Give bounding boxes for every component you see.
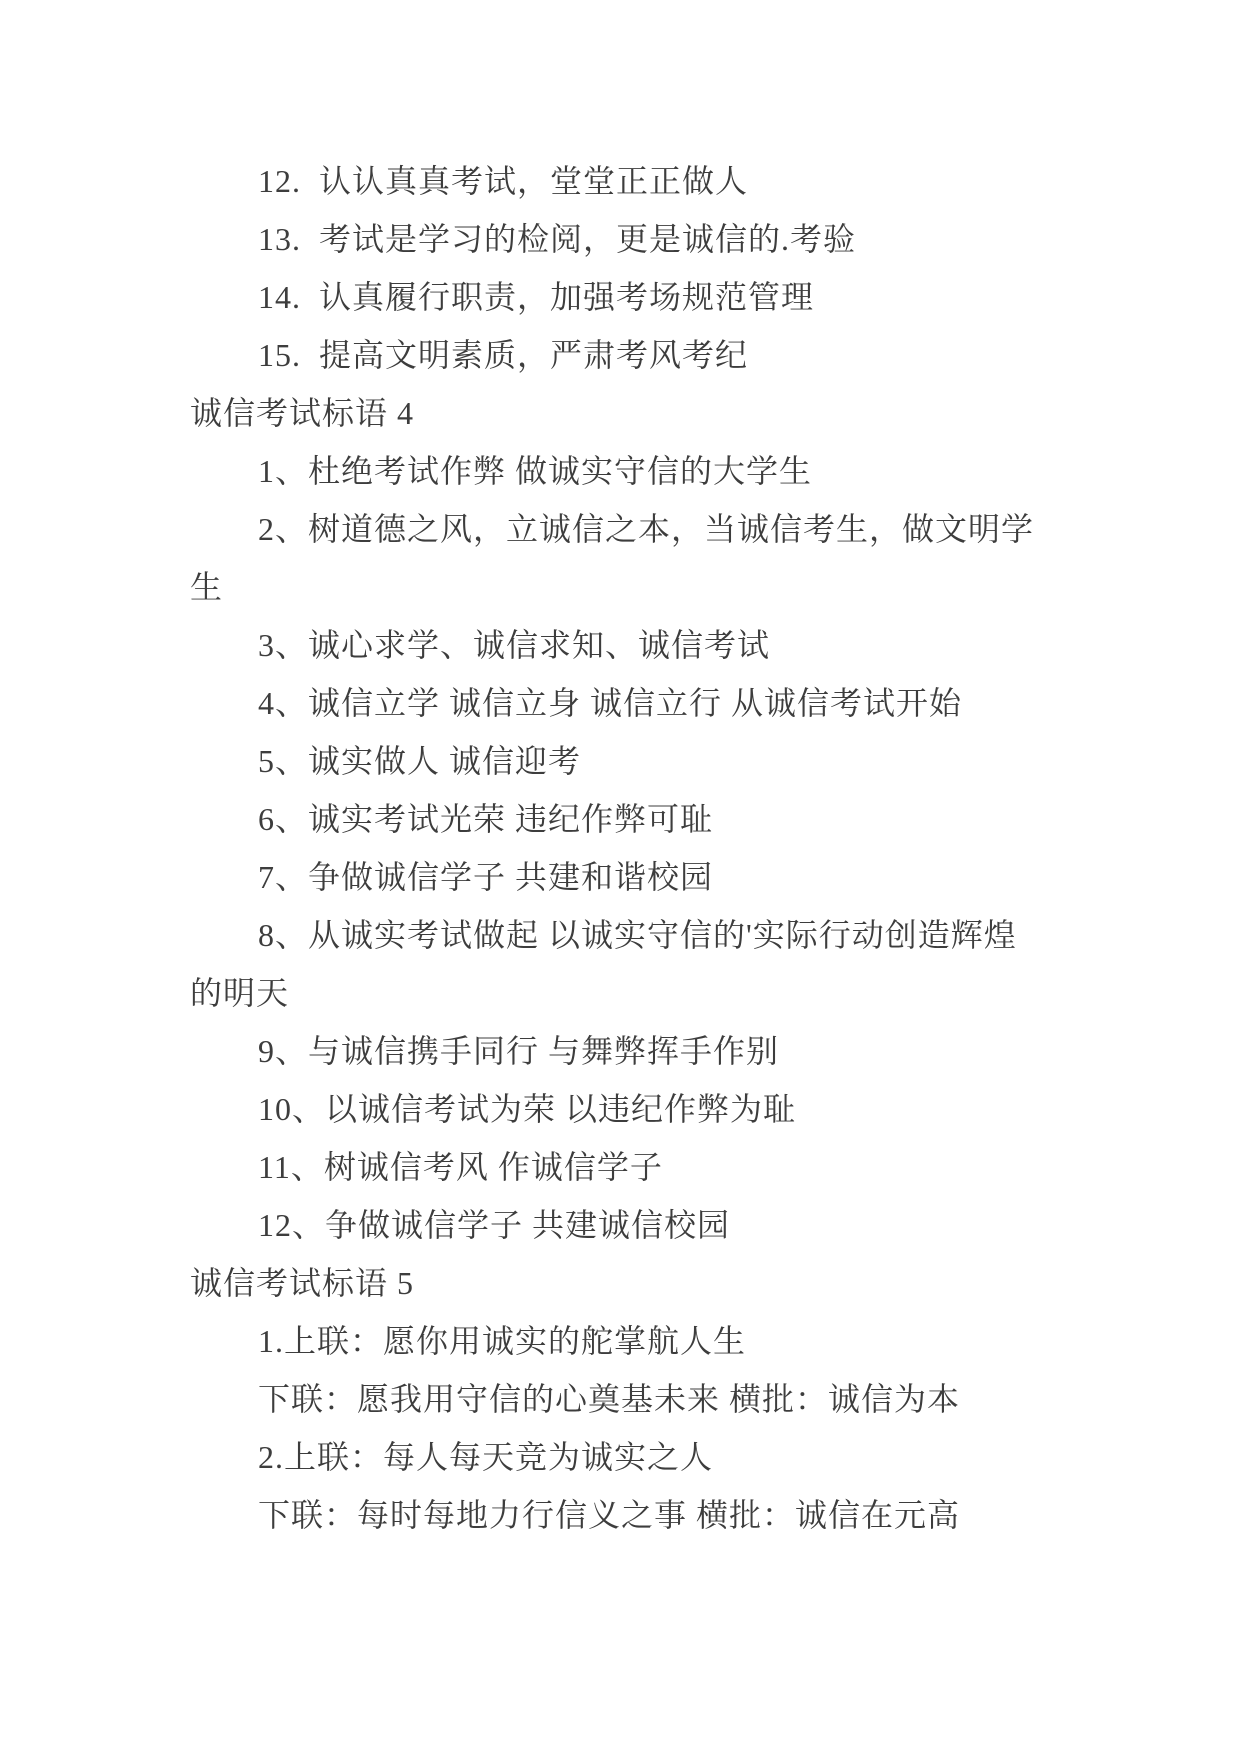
wrapped-line: 的明天	[190, 975, 290, 1011]
list-item: 1、杜绝考试作弊 做诚实守信的大学生	[258, 453, 813, 489]
list-item: 14. 认真履行职责，加强考场规范管理	[258, 279, 815, 315]
wrapped-line: 生	[190, 569, 224, 605]
list-item: 11、树诚信考风 作诚信学子	[258, 1149, 663, 1185]
list-item: 7、争做诚信学子 共建和谐校园	[258, 859, 714, 895]
list-item: 12. 认认真真考试，堂堂正正做人	[258, 163, 749, 199]
list-item: 3、诚心求学、诚信求知、诚信考试	[258, 627, 771, 663]
section-heading: 诚信考试标语 4	[190, 395, 415, 431]
list-item: 8、从诚实考试做起 以诚实守信的'实际行动创造辉煌	[258, 917, 1017, 953]
list-item: 下联：愿我用守信的心奠基未来 横批：诚信为本	[258, 1381, 961, 1417]
list-item: 5、诚实做人 诚信迎考	[258, 743, 582, 779]
list-item: 2.上联：每人每天竞为诚实之人	[258, 1439, 714, 1475]
list-item: 12、争做诚信学子 共建诚信校园	[258, 1207, 731, 1243]
list-item: 2、树道德之风，立诚信之本，当诚信考生，做文明学	[258, 511, 1035, 547]
list-item: 10、以诚信考试为荣 以违纪作弊为耻	[258, 1091, 797, 1127]
document-body	[190, 152, 1091, 1544]
section-heading: 诚信考试标语 5	[190, 1265, 415, 1301]
list-item: 6、诚实考试光荣 违纪作弊可耻	[258, 801, 714, 837]
list-item: 4、诚信立学 诚信立身 诚信立行 从诚信考试开始	[258, 685, 963, 721]
list-item: 15. 提高文明素质，严肃考风考纪	[258, 337, 749, 373]
list-item: 1.上联：愿你用诚实的舵掌航人生	[258, 1323, 747, 1359]
list-item: 9、与诚信携手同行 与舞弊挥手作别	[258, 1033, 780, 1069]
list-item: 13. 考试是学习的检阅，更是诚信的.考验	[258, 221, 857, 257]
list-item: 下联：每时每地力行信义之事 横批：诚信在元高	[258, 1497, 961, 1533]
